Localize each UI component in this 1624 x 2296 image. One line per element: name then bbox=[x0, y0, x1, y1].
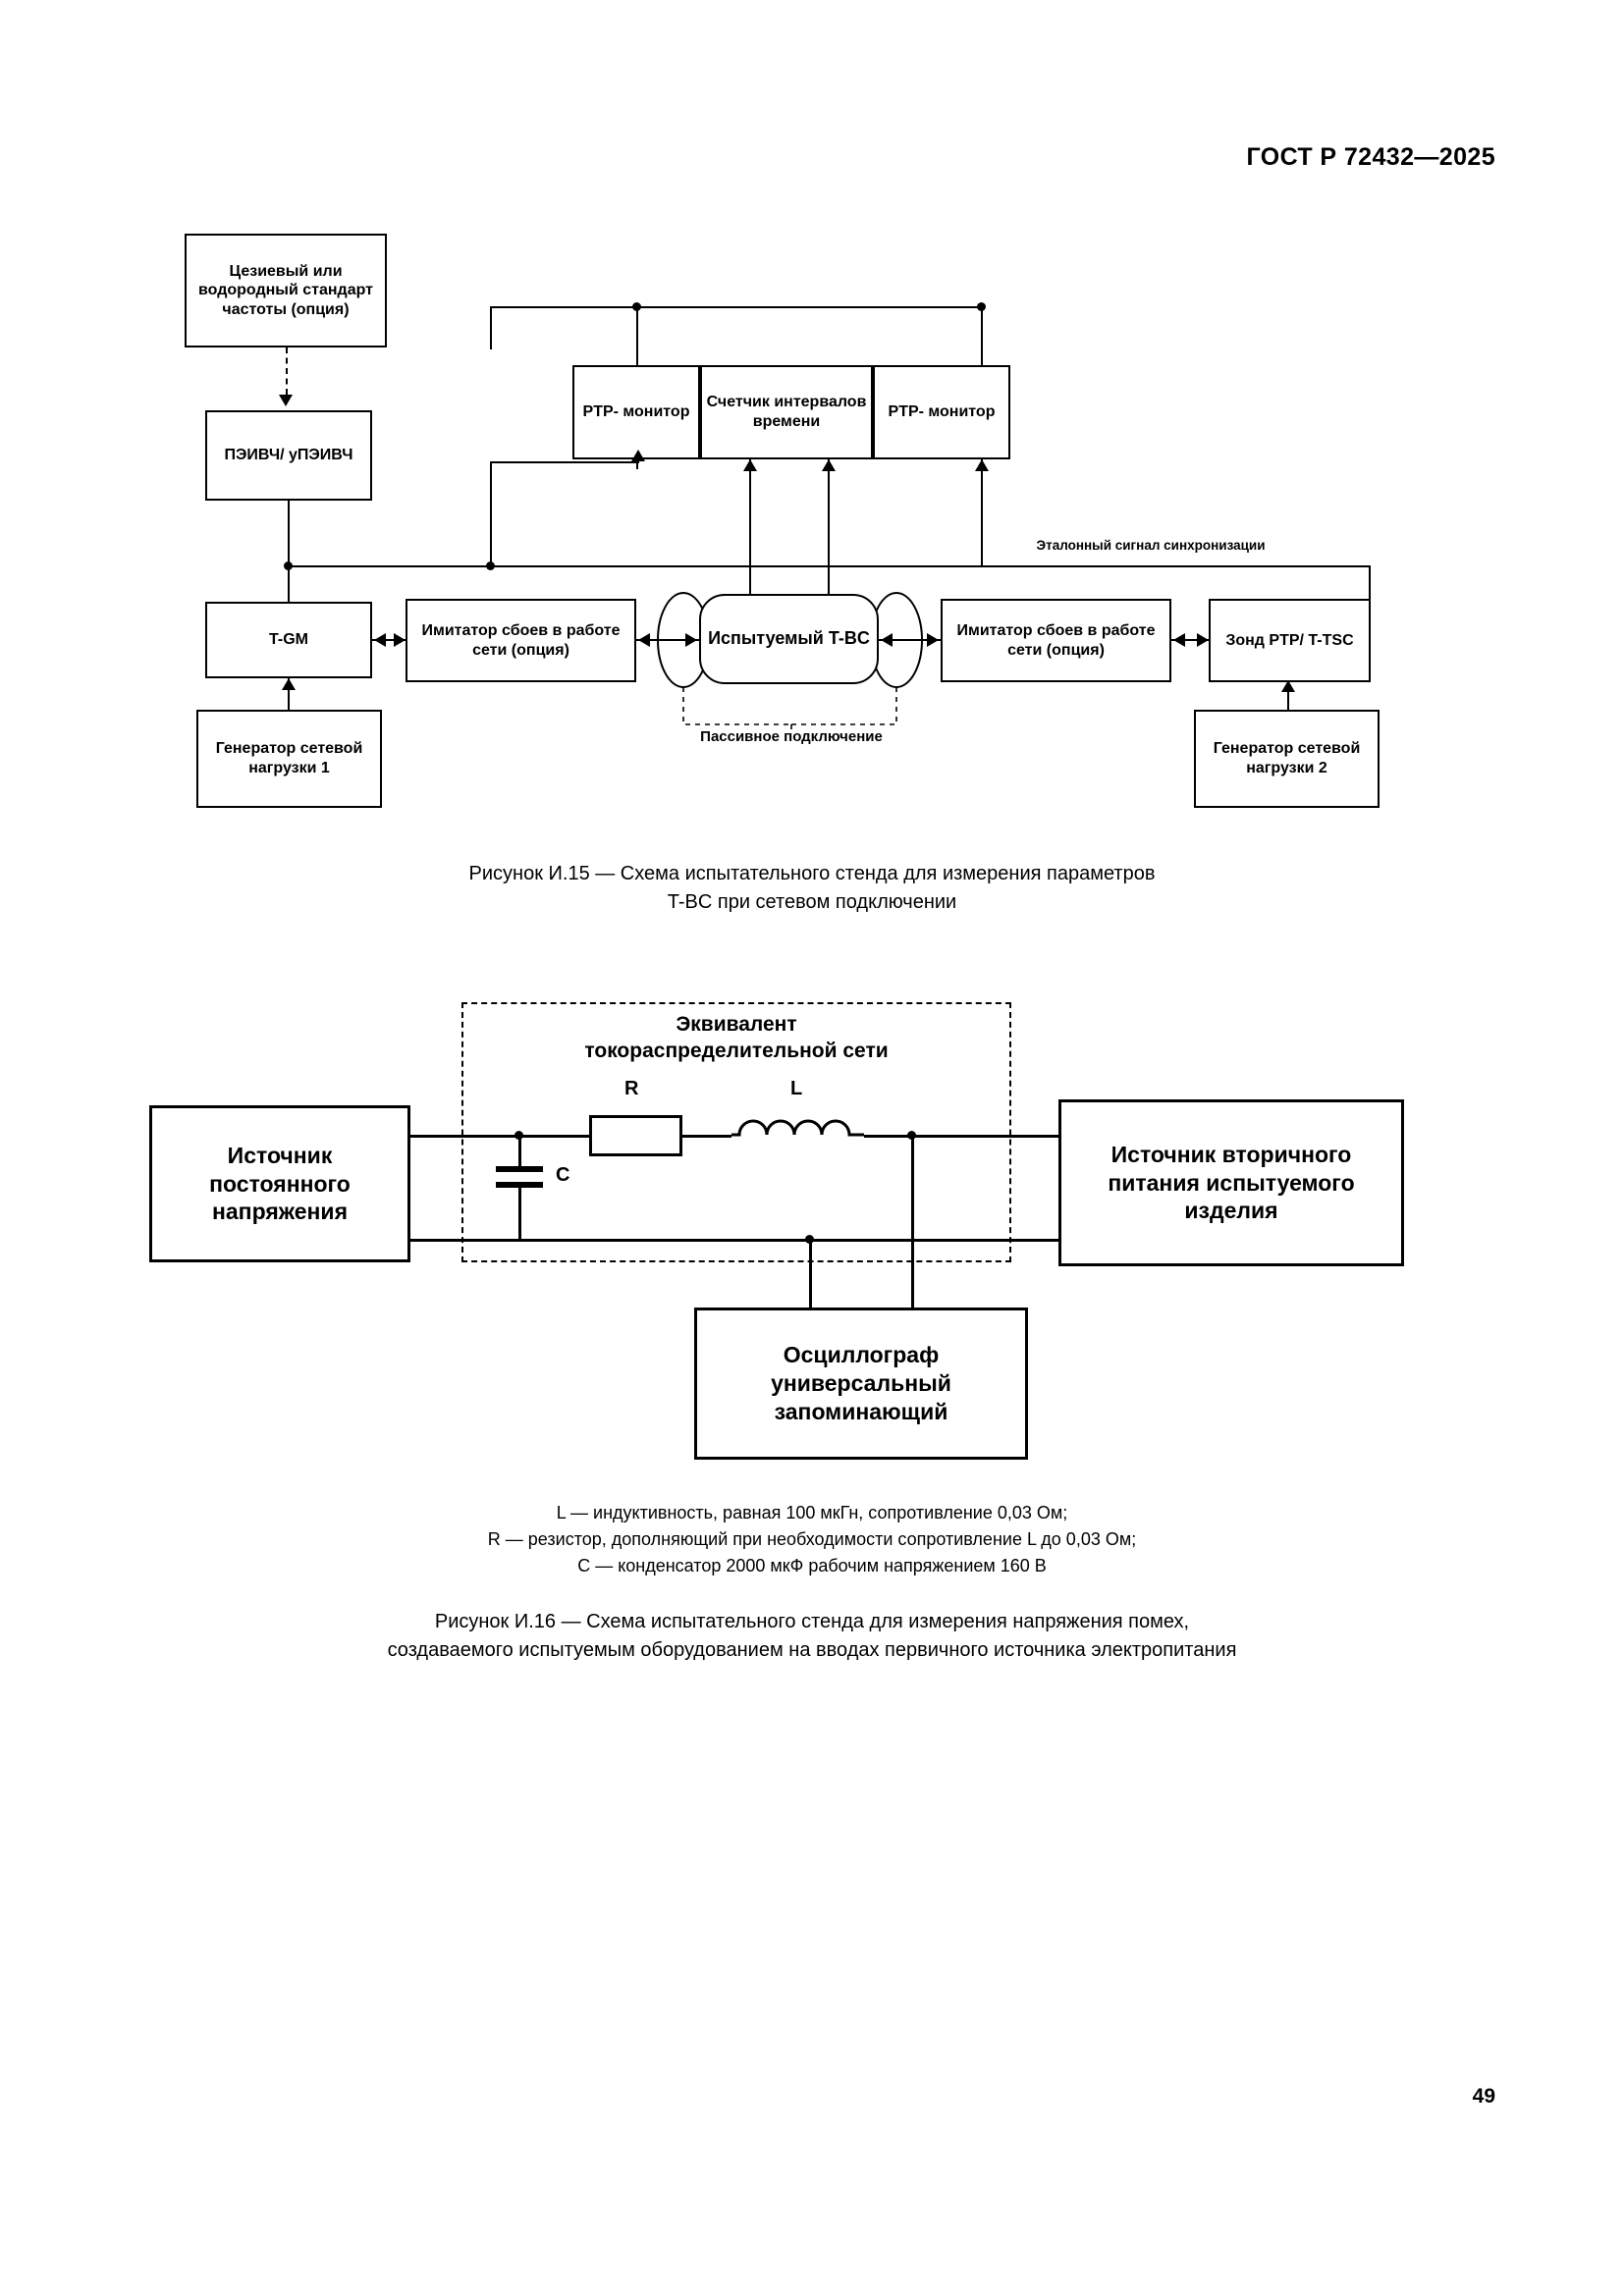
junction-dot-scope-bottom bbox=[805, 1235, 814, 1244]
arrow-loadgen2-to-probe bbox=[1281, 680, 1295, 692]
figure-16-note-r: R — резистор, дополняющий при необходимости сопротивление L до 0,03 Ом; bbox=[487, 1529, 1137, 1549]
box-dc-voltage-source bbox=[149, 1105, 410, 1262]
box-oscilloscope-label: Осциллограф универсальный запоминающий bbox=[771, 1342, 951, 1424]
box-dc-voltage-source-label: Источник постоянного напряжения bbox=[209, 1142, 351, 1225]
junction-dot-top-bus-left bbox=[632, 302, 641, 311]
label-passive-connection bbox=[693, 728, 890, 746]
equivalent-network-title-line2: токораспределительной сети bbox=[584, 1040, 889, 1063]
document-header-standard-number: ГОСТ Р 72432—2025 bbox=[1246, 143, 1495, 171]
box-secondary-power-supply bbox=[1058, 1099, 1404, 1266]
line-counter-left-leg bbox=[749, 459, 751, 594]
arrow-probe-to-faultsim-right bbox=[1173, 633, 1185, 647]
junction-dot-sync-bus-left bbox=[486, 561, 495, 570]
box-peivch-label: ПЭИВЧ/ уПЭИВЧ bbox=[224, 447, 353, 464]
arrow-counter-left-leg-up bbox=[743, 459, 757, 471]
box-frequency-standard bbox=[185, 234, 387, 347]
box-fault-simulator-left-label: Имитатор сбоев в работе сети (опция) bbox=[421, 621, 621, 659]
arrow-dut-to-faultsim-right bbox=[927, 633, 939, 647]
resistor-symbol bbox=[589, 1115, 682, 1156]
arrow-counter-right-leg-up bbox=[822, 459, 836, 471]
line-bottom-conductor bbox=[410, 1239, 1058, 1242]
line-top-right-conductor bbox=[864, 1135, 1058, 1138]
label-inductor: L bbox=[790, 1078, 803, 1099]
inductor-symbol bbox=[731, 1105, 869, 1152]
box-ptp-monitor-right bbox=[873, 365, 1010, 459]
box-frequency-standard-label: Цезиевый или водородный стандарт частоты (опция) bbox=[198, 262, 373, 318]
junction-dot-scope-top bbox=[907, 1131, 916, 1140]
figure-16-caption-line1: Рисунок И.16 — Схема испытательного стенда для измерения напряжения помех, bbox=[434, 1611, 1190, 1632]
equivalent-network-title-line1: Эквивалент bbox=[676, 1013, 797, 1036]
line-top-bus-to-monitor-left bbox=[636, 306, 638, 365]
capacitor-plate-bottom bbox=[496, 1182, 543, 1188]
box-fault-simulator-left bbox=[406, 599, 636, 682]
box-secondary-power-supply-label: Источник вторичного питания испытуемого изделия bbox=[1108, 1141, 1355, 1224]
box-load-generator-2-label: Генератор сетевой нагрузки 2 bbox=[1213, 740, 1361, 776]
line-top-bus-to-monitor-right bbox=[981, 306, 983, 365]
label-capacitor: C bbox=[556, 1164, 570, 1186]
box-load-generator-1-label: Генератор сетевой нагрузки 1 bbox=[215, 740, 363, 776]
box-t-gm bbox=[205, 602, 372, 678]
arrow-faultsim-left-to-tgm bbox=[374, 633, 386, 647]
line-monitor-right-down bbox=[981, 459, 983, 565]
box-load-generator-2 bbox=[1194, 710, 1380, 808]
box-load-generator-1 bbox=[196, 710, 382, 808]
arrow-loadgen1-to-tgm bbox=[282, 678, 296, 690]
arrow-faultsim-left-to-dut bbox=[685, 633, 697, 647]
box-ptp-probe-label: Зонд PTP/ T-TSC bbox=[1225, 631, 1354, 649]
figure-16-caption bbox=[0, 1608, 1624, 1665]
line-top-between-r-l bbox=[682, 1135, 731, 1138]
equivalent-network-title bbox=[461, 1011, 1011, 1065]
arrow-tgm-to-faultsim-left bbox=[394, 633, 406, 647]
line-sync-bus-to-probe bbox=[1369, 565, 1371, 601]
box-ptp-probe bbox=[1209, 599, 1371, 682]
arrow-faultsim-right-to-probe bbox=[1197, 633, 1209, 647]
line-top-left-conductor bbox=[410, 1135, 589, 1138]
arrow-faultsim-right-to-dut bbox=[881, 633, 893, 647]
figure-16-note-l: L — индуктивность, равная 100 мкГн, сопротивление 0,03 Ом; bbox=[556, 1503, 1068, 1522]
arrow-to-ptp-monitor-right bbox=[975, 459, 989, 471]
figure-15-caption-line2: T-BC при сетевом подключении bbox=[667, 891, 957, 913]
figure-16-caption-line2: создаваемого испытуемым оборудованием на вводах первичного источника электропитания bbox=[387, 1639, 1237, 1661]
box-ptp-monitor-right-label: PTP- монитор bbox=[888, 403, 996, 421]
arrow-standard-to-peivch bbox=[279, 395, 293, 406]
dashed-connector-standard-peivch bbox=[286, 347, 288, 395]
page-number: 49 bbox=[1472, 2085, 1495, 2108]
line-sync-branch-up bbox=[490, 461, 492, 565]
label-passive-connection-text: Пассивное подключение bbox=[700, 728, 883, 745]
box-device-under-test bbox=[699, 594, 879, 684]
junction-dot-capacitor-top bbox=[514, 1131, 523, 1140]
box-interval-counter-label: Счетчик интервалов времени bbox=[706, 394, 867, 430]
box-interval-counter bbox=[700, 365, 873, 459]
junction-dot-peivch-bus bbox=[284, 561, 293, 570]
figure-15-caption bbox=[0, 860, 1624, 917]
line-peivch-tgm bbox=[288, 501, 290, 602]
line-counter-right-leg bbox=[828, 459, 830, 594]
box-t-gm-label: T-GM bbox=[269, 631, 308, 649]
figure-15-caption-line1: Рисунок И.15 — Схема испытательного стенда для измерения параметров bbox=[468, 863, 1156, 884]
figure-16-note-c: С — конденсатор 2000 мкФ рабочим напряжением 160 В bbox=[577, 1556, 1047, 1575]
box-device-under-test-label: Испытуемый T-BC bbox=[708, 628, 870, 649]
label-resistor: R bbox=[624, 1078, 639, 1099]
line-sync-branch-to-monitor-left bbox=[490, 461, 639, 463]
box-ptp-monitor-left bbox=[572, 365, 700, 459]
line-top-bus bbox=[490, 306, 983, 308]
box-fault-simulator-right bbox=[941, 599, 1171, 682]
figure-16-notes bbox=[0, 1500, 1624, 1579]
line-capacitor-bottom-lead bbox=[518, 1188, 521, 1241]
line-scope-left-lead bbox=[809, 1241, 812, 1308]
box-fault-simulator-right-label: Имитатор сбоев в работе сети (опция) bbox=[956, 621, 1156, 659]
arrow-to-ptp-monitor-left bbox=[631, 450, 645, 461]
line-capacitor-top-lead bbox=[518, 1137, 521, 1166]
line-scope-right-lead bbox=[911, 1137, 914, 1308]
box-ptp-monitor-left-label: PTP- монитор bbox=[582, 403, 690, 421]
capacitor-plate-top bbox=[496, 1166, 543, 1172]
label-reference-sync-signal: Эталонный сигнал синхронизации bbox=[1036, 538, 1266, 553]
arrow-dut-to-faultsim-left bbox=[638, 633, 650, 647]
box-peivch bbox=[205, 410, 372, 501]
line-top-bus-left-drop bbox=[490, 306, 492, 349]
box-oscilloscope bbox=[694, 1308, 1028, 1460]
junction-dot-top-bus-right bbox=[977, 302, 986, 311]
